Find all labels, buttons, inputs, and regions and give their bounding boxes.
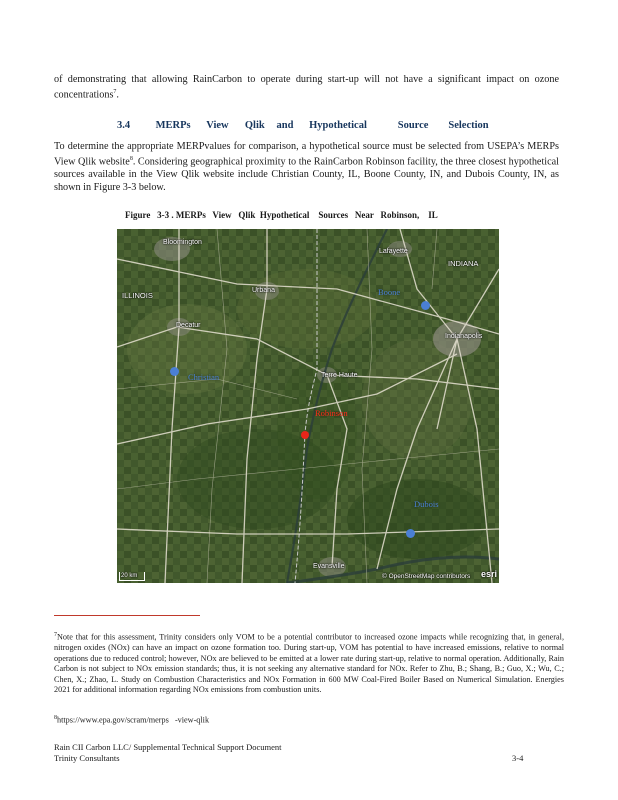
footnote-ref-8[interactable]: 8 [129,156,133,162]
heading-word: Hypothetical [309,120,367,131]
map-label-urbana: Urbana [252,287,275,294]
footnote-7-text: Note that for this assessment, Trinity considers only VOM to be a potential contributor to increased ozone impacts while recognizing that, in general, nitrogen oxides (NOx) can have an impact on ozone formation too. During start-up, VOM has potential to have increased emissions, relative to normal operations due to reduced control; however, NOx are believed to be emitted at a lower rate during start-up, relative to normal operation. Additionally, Rain Carbon is not subject to NOx emission standards; thus, it is not seeking any alternative standard for NOx. Refer to Zhu, B.; Shang, B.; Guo, X.; Wu, C.; Chen, X.; Zhao, L. Study on Combustion Characteristics and NOx Formation in 600 MW Coal-Fired Boiler Based on Numerical Simulation. Energies 2021 for additional information regarding NOx emissions from combustion units. [54,632,564,695]
map-label-bloomington: Bloomington [163,239,202,246]
heading-word: MERPs [155,120,191,131]
intro-paragraph: of demonstrating that allowing RainCarbon to operate during start-up will not have a significant impact on ozone concentrations$^7$. [54,74,559,101]
figure-caption: Figure 3-3 . MERPs View Qlik Hypothetical Sources Near Robinson, IL [125,210,438,220]
section-heading [117,120,489,131]
body-text-b: . Considering geographical proximity to the RainCarbon Robinson facility, the three closest hypothetical sources available in the View Qlik website include Christian County, IL, Boone County, IN, and Dubois County, IN, as shown in Figure 3-3 below. [54,156,559,194]
body-paragraph [54,140,559,194]
source-label-christian: Christian [188,372,220,382]
map-label-illinois: ILLINOIS [122,291,153,300]
section-number: 3.4 [117,120,131,131]
source-marker-dubois[interactable] [406,529,415,538]
footnote-ref-7[interactable]: 7 [113,89,117,95]
footnote-separator [54,615,200,616]
heading-word: Source [397,120,429,131]
body-text-a: To determine the appropriate MERPvalues for comparison, a hypothetical source must be selected from USEPA’s MERPs View Qlik website [54,141,559,168]
facility-label-robinson: Robinson [315,408,348,418]
footer-line-1: Rain CII Carbon LLC/ Supplemental Technical Support Document [54,742,282,752]
esri-logo: esri [481,569,498,579]
map-label-evansville: Evansville [313,563,345,570]
source-label-boone: Boone [378,287,401,297]
map-attribution[interactable]: © OpenStreetMap contributors [382,573,471,580]
heading-word: and [276,120,294,131]
source-marker-boone[interactable] [421,301,430,310]
heading-word: View [206,120,229,131]
source-marker-christian[interactable] [170,367,179,376]
page-number: 3-4 [512,753,524,763]
map-label-lafayette: Lafayette [379,248,408,255]
footnote-7-number: 7 [54,632,57,638]
source-label-dubois: Dubois [414,499,439,509]
map-terrain [117,229,499,583]
heading-word: Selection [448,120,489,131]
footnote-8-link[interactable]: https://www.epa.gov/scram/merps -view-qlik [57,715,210,725]
satellite-map [117,229,499,583]
heading-word: Qlik [244,120,265,131]
footnote-8-number: 8 [54,715,57,721]
map-scale-label: 20 km [121,573,138,579]
map-label-decatur: Decatur [176,322,201,329]
intro-text: of demonstrating that allowing RainCarbon to operate during start-up will not have a significant impact on ozone concentrations [54,74,559,101]
facility-marker-robinson[interactable] [301,431,309,439]
footnote-8 [54,713,564,726]
map-label-indianapolis: Indianapolis [445,333,483,340]
map-label-indiana: INDIANA [448,259,479,268]
map-label-terre-haute: Terre Haute [321,372,358,379]
footnote-7 [54,630,564,696]
footer-line-2: Trinity Consultants [54,753,120,763]
